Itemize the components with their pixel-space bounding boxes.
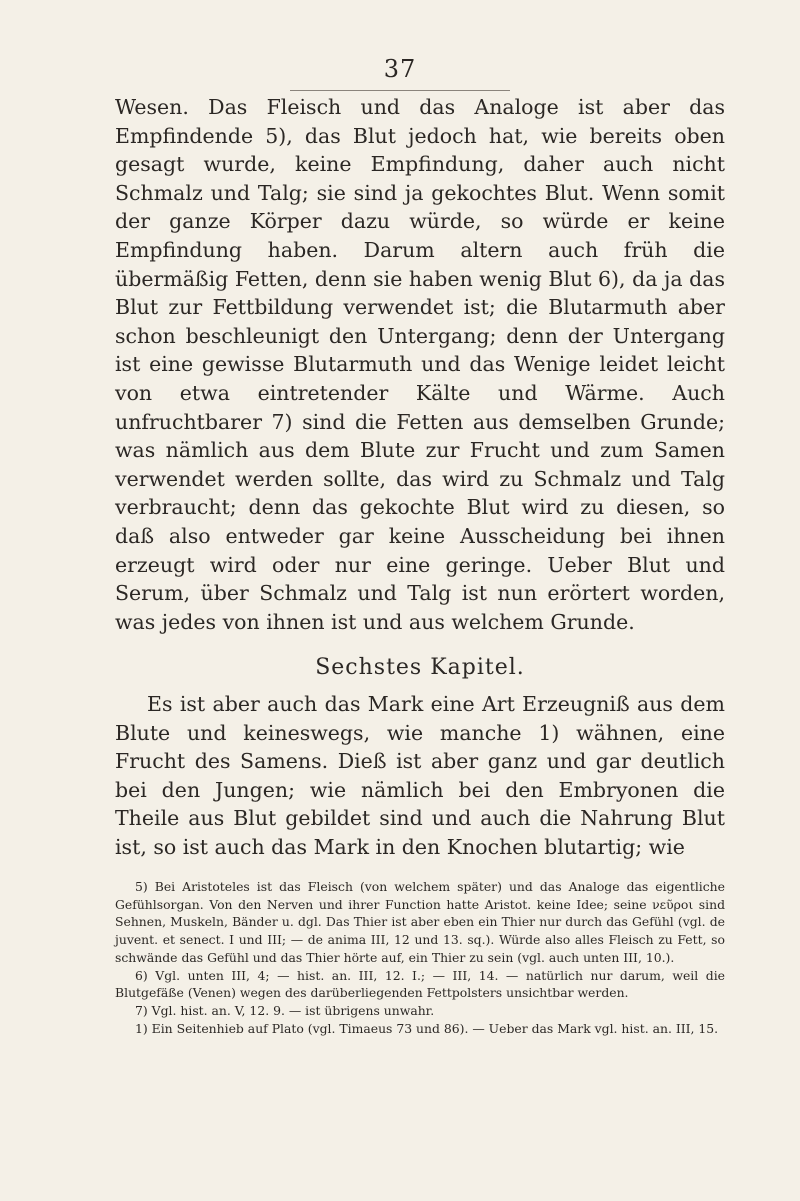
header-rule	[290, 90, 510, 91]
footnote-1: 1) Ein Seitenhieb auf Plato (vgl. Timaeus 73 und 86). — Ueber das Mark vgl. hist. an. III, 15.	[135, 1020, 719, 1036]
chapter-heading: Sechstes Kapitel.	[315, 655, 525, 680]
paragraph-1: Wesen. Das Fleisch und das Analoge ist aber das Empfindende 5), das Blut jedoch hat, wie bereits oben gesagt wurde, keine Empfindung, daher auch nicht Schmalz und Talg; sie sind ja gekochtes Blut. Wenn somit der ganze Körper dazu würde, so würde er keine Empfindung haben. Darum altern auch früh die übermäßig Fetten, denn sie haben wenig Blut 6), da ja das Blut zur Fettbildung verwendet ist; die Blutarmuth aber schon beschleunigt den Untergang; denn der Untergang ist eine gewisse Blutarmuth und das Wenige leidet leicht von etwa eintretender Kälte und Wärme. Auch unfruchtbarer 7) sind die Fetten aus demselben Grunde; was nämlich aus dem Blute zur Frucht und zum Samen verwendet werden sollte, das wird zu Schmalz und Talg verbraucht; denn das gekochte Blut wird zu diesen, so daß also entweder gar keine Ausscheidung bei ihnen erzeugt wird oder nur eine geringe. Ueber Blut und Serum, über Schmalz und Talg ist nun erörtert worden, was jedes von ihnen ist und aus welchem Grunde.	[115, 95, 725, 634]
main-text-top	[115, 93, 725, 636]
footnote-7: 7) Vgl. hist. an. V, 12. 9. — ist übrigens unwahr.	[135, 1002, 435, 1018]
footnote-5: 5) Bei Aristoteles ist das Fleisch (von welchem später) und das Analoge das eigentliche Gefühlsorgan. Von den Nerven und ihrer Function hatte Aristot. keine Idee; seine νεῦροι sind Sehnen, Muskeln, Bänder u. dgl. Das Thier ist aber eben ein Thier nur durch das Gefühl (vgl. de juvent. et senect. I und III; — de anima III, 12 und 13. sq.). Würde also alles Fleisch zu Fett, so schwände das Gefühl und das Thier hörte auf, ein Thier zu sein (vgl. auch unten III, 10.).	[115, 879, 725, 965]
footnotes	[115, 878, 725, 1037]
footnote-6: 6) Vgl. unten III, 4; — hist. an. III, 12. I.; — III, 14. — natürlich nur darum, weil die Blutgefäße (Venen) wegen des darüberliegenden Fettpolsters unsichtbar werden.	[115, 967, 725, 1001]
paragraph-2: Es ist aber auch das Mark eine Art Erzeugniß aus dem Blute und keineswegs, wie manche 1) wähnen, eine Frucht des Samens. Dieß ist aber ganz und gar deutlich bei den Jungen; wie nämlich bei den Embryonen die Theile aus Blut gebildet sind und auch die Nahrung Blut ist, so ist auch das Mark in den Knochen blutartig; wie	[115, 692, 725, 859]
page-number: 37	[383, 55, 417, 83]
main-text-bottom	[115, 690, 725, 862]
